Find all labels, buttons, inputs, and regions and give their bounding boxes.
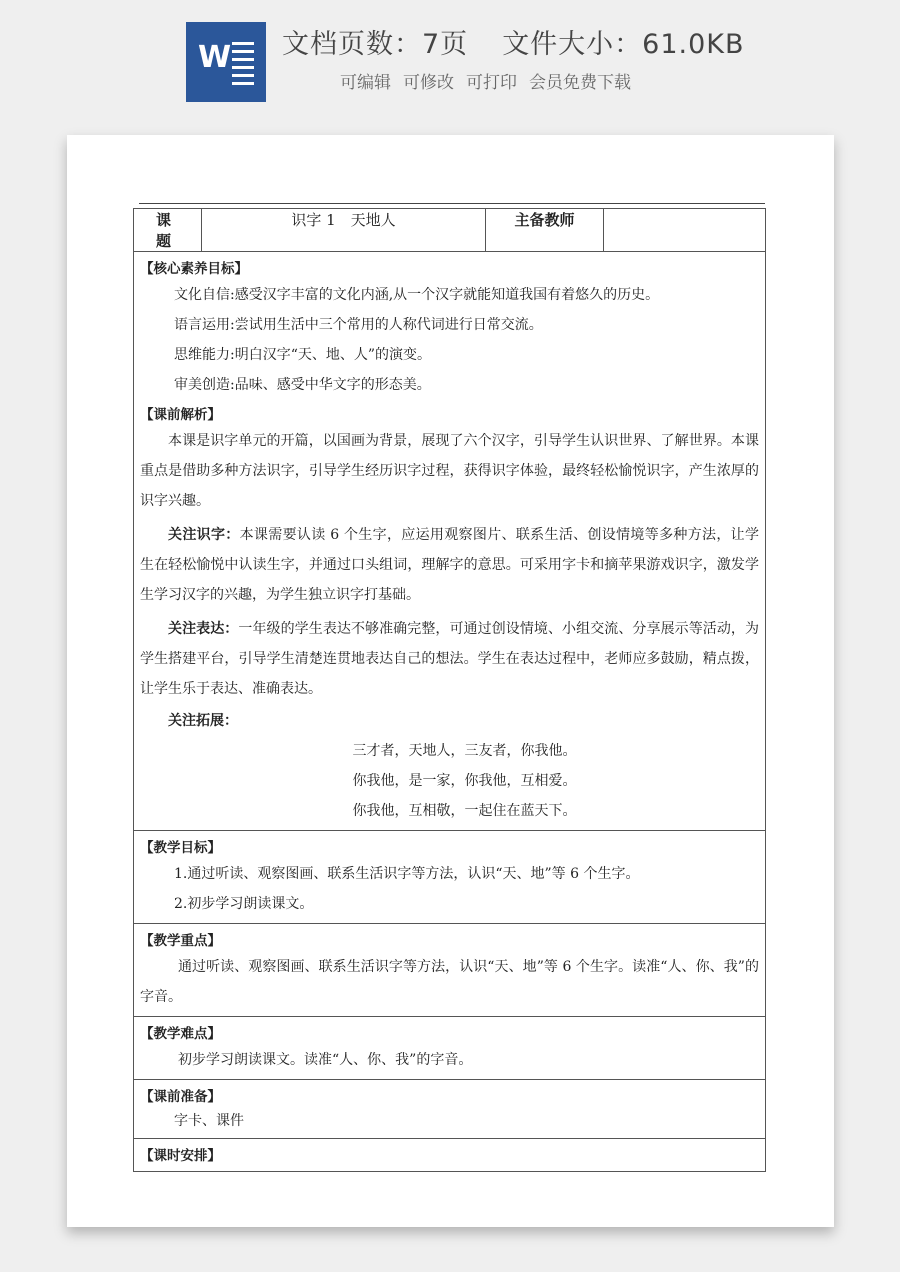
- focus-extension-label: 关注拓展：: [168, 713, 238, 729]
- poem-line: 三才者，天地人，三友者，你我他。: [352, 743, 577, 759]
- poem-line: 你我他，是一家，你我他，互相爱。: [352, 773, 577, 789]
- page-count: 文档页数：7页: [282, 29, 469, 60]
- core-section: [134, 252, 766, 831]
- analysis-heading: 【课前解析】: [140, 407, 221, 423]
- feature-list: [340, 68, 643, 93]
- difficulty-section: [134, 1017, 766, 1080]
- topic-value: 识字 1 天地人: [202, 209, 486, 252]
- schedule-heading: 【课时安排】: [140, 1148, 221, 1164]
- feature-modifiable: 可修改: [403, 73, 454, 93]
- prep-text: 字卡、课件: [174, 1113, 244, 1129]
- feature-member-free: 会员免费下载: [529, 73, 631, 93]
- prep-section: [134, 1080, 766, 1139]
- goals-section: [134, 831, 766, 924]
- header-rule: [139, 203, 765, 204]
- core-item: 思维能力:明白汉字“天、地、人”的演变。: [174, 347, 432, 363]
- download-header: [0, 0, 900, 130]
- core-item: 审美创造:品味、感受中华文字的形态美。: [174, 377, 431, 393]
- topic-label: 课 题: [134, 209, 202, 252]
- core-item: 文化自信:感受汉字丰富的文化内涵,从一个汉字就能知道我国有着悠久的历史。: [174, 287, 660, 303]
- poem-line: 你我他，互相敬，一起住在蓝天下。: [352, 803, 577, 819]
- focus-expression-text: 一年级的学生表达不够准确完整，可通过创设情境、小组交流、分享展示等活动，为学生搭建平台，引导学生清楚连贯地表达自己的想法。学生在表达过程中，老师应多鼓励，精点拨，让学生乐于表达、准确表达。: [140, 621, 760, 697]
- focus-expression-label: 关注表达：: [168, 621, 239, 637]
- feature-editable: 可编辑: [340, 73, 391, 93]
- word-icon: W: [186, 22, 266, 102]
- focus-expression: [140, 614, 759, 704]
- key-section: [134, 924, 766, 1017]
- key-text: 通过听读、观察图画、联系生活识字等方法，认识“天、地”等 6 个生字。读准“人、你、我”的字音。: [140, 959, 759, 1005]
- schedule-section: [134, 1139, 766, 1172]
- focus-literacy-text: 本课需要认读 6 个生字，应运用观察图片、联系生活、创设情境等多种方法，让学生在轻松愉悦中认读生字，并通过口头组词，理解字的意思。可采用字卡和摘苹果游戏识字，激发学生学习汉字的兴趣，为学生独立识字打基础。: [140, 527, 759, 603]
- file-size: 文件大小：61.0KB: [502, 29, 745, 60]
- focus-extension: [140, 706, 759, 736]
- difficulty-heading: 【教学难点】: [140, 1026, 221, 1042]
- goals-heading: 【教学目标】: [140, 840, 221, 856]
- core-heading: 【核心素养目标】: [140, 261, 248, 277]
- feature-printable: 可打印: [466, 73, 517, 93]
- focus-literacy: [140, 520, 759, 610]
- difficulty-text: 初步学习朗读课文。读准“人、你、我”的字音。: [178, 1052, 473, 1068]
- goal-item: 1.通过听读、观察图画、联系生活识字等方法，认识“天、地”等 6 个生字。: [174, 866, 640, 882]
- lesson-plan-table: [133, 208, 766, 1172]
- prep-heading: 【课前准备】: [140, 1089, 221, 1105]
- teacher-label: 主备教师: [486, 209, 604, 252]
- teacher-value: [604, 209, 766, 252]
- file-info: [282, 22, 745, 61]
- document-page: [67, 135, 834, 1227]
- goal-item: 2.初步学习朗读课文。: [174, 896, 314, 912]
- focus-literacy-label: 关注识字：: [168, 527, 240, 543]
- core-item: 语言运用:尝试用生活中三个常用的人称代词进行日常交流。: [174, 317, 543, 333]
- analysis-intro: 本课是识字单元的开篇，以国画为背景，展现了六个汉字，引导学生认识世界、了解世界。本课重点是借助多种方法识字，引导学生经历识字过程，获得识字体验，最终轻松愉悦识字，产生浓厚的识字兴趣。: [140, 433, 759, 509]
- topic-row: [134, 209, 766, 252]
- key-heading: 【教学重点】: [140, 933, 221, 949]
